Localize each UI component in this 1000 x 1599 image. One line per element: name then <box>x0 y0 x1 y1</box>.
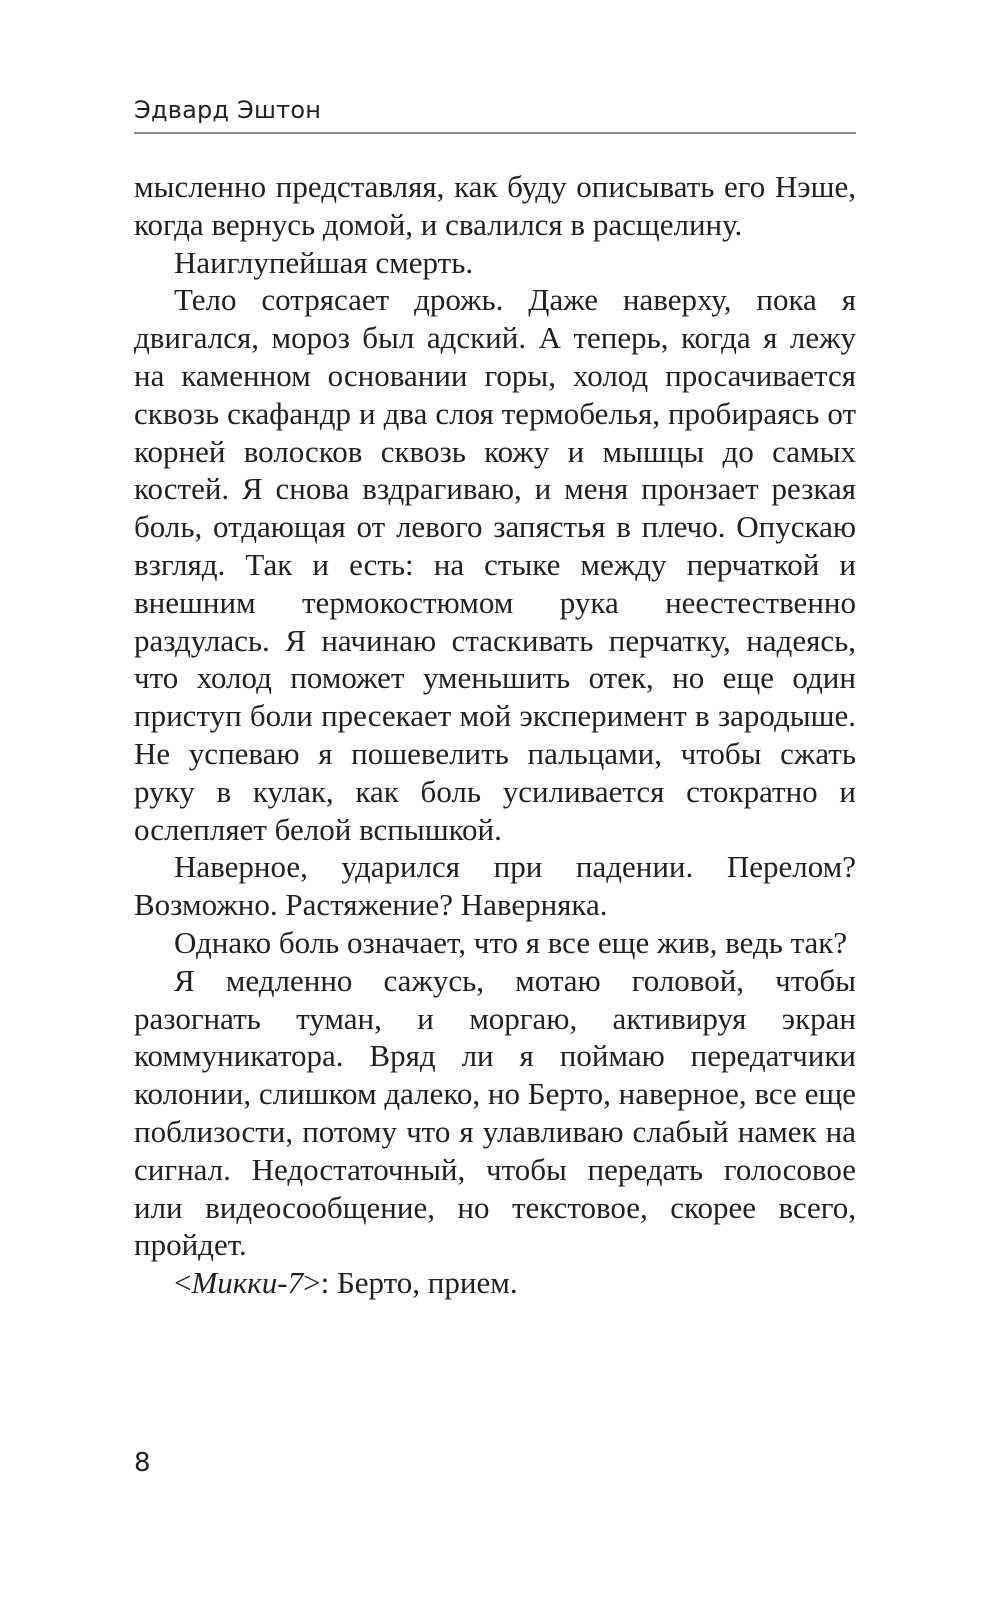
page-number: 8 <box>134 1448 151 1478</box>
header-divider <box>134 132 856 134</box>
paragraph: Наверное, ударился при падении. Перелом? Возможно. Растяжение? Наверняка. <box>134 849 856 923</box>
paragraph: Однако боль означает, что я все еще жив, ведь так? <box>174 924 848 960</box>
chat-message-line <box>134 1264 856 1302</box>
paragraph: Я медленно сажусь, мотаю головой, чтобы разогнать туман, и моргаю, активируя экран коммуникатора. Вряд ли я поймаю передатчики колонии, слишком далеко, но Берто, наверное, все еще поблизости, потому что я улавливаю слабый намек на сигнал. Недостаточный, чтобы передать голосовое или видеосообщение, но текстовое, скорее всего, пройдет. <box>134 962 856 1263</box>
message-close-bracket: > <box>303 1265 321 1301</box>
paragraph: Тело сотрясает дрожь. Даже наверху, пока я двигался, мороз был адский. А теперь, когда я лежу на каменном основании горы, холод просачивается сквозь скафандр и два слоя термобелья, пробираясь от корней волосков сквозь кожу и мышцы до самых костей. Я снова вздрагиваю, и меня пронзает резкая боль, отдающая от левого запястья в плечо. Опускаю взгляд. Так и есть: на стыке между перчаткой и внешним термокостюмом рука неестественно раздулась. Я начинаю стаскивать перчатку, надеясь, что холод поможет уменьшить отек, но еще один приступ боли пресекает мой эксперимент в зародыше. Не успеваю я пошевелить пальцами, чтобы сжать руку в кулак, как боль усиливается стократно и ослепляет белой вспышкой. <box>134 282 856 847</box>
message-text: : Берто, прием. <box>320 1265 518 1301</box>
message-open-bracket: < <box>174 1265 192 1301</box>
paragraph-continued: мысленно представляя, как буду описывать его Нэше, когда вернусь домой, и свалился в расщелину. <box>134 169 856 242</box>
running-head-author: Эдвард Эштон <box>134 96 322 124</box>
message-sender: Микки-7 <box>191 1265 304 1301</box>
paragraph: Наиглупейшая смерть. <box>174 244 474 280</box>
page-body <box>134 168 856 1302</box>
